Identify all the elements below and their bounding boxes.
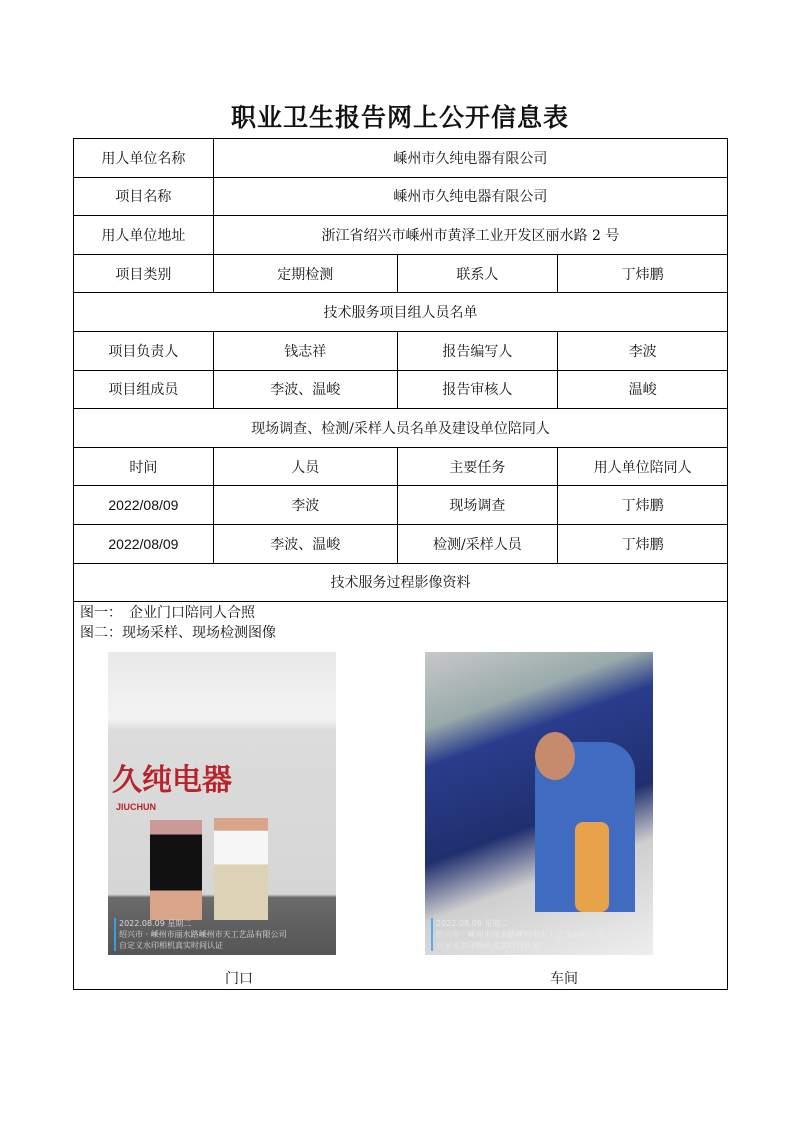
address-value: 浙江省绍兴市嵊州市黄泽工业开发区丽水路 2 号 (213, 216, 727, 255)
company-sign: 久纯电器 (112, 763, 232, 799)
table-row (74, 486, 728, 525)
cell: 2022/08/09 (74, 486, 214, 525)
photo-caption: 门口 (225, 971, 253, 988)
cell: 现场调查 (397, 486, 558, 525)
table-row (74, 524, 728, 563)
type-value: 定期检测 (213, 254, 397, 293)
leader-value: 钱志祥 (213, 331, 397, 370)
label: 项目类别 (74, 254, 214, 293)
cell: 李波、温峻 (213, 524, 397, 563)
column-header: 用人单位陪同人 (558, 447, 728, 486)
writer-value: 李波 (558, 331, 728, 370)
label: 联系人 (397, 254, 558, 293)
photo-watermark: 2022.08.09 星期二 绍兴市 · 嵊州市丽水路嵊州市天工艺品有限公司 自定义水印相机真实时间认证 (114, 918, 287, 951)
label: 项目负责人 (74, 331, 214, 370)
photo-caption: 车间 (550, 971, 578, 988)
label: 项目组成员 (74, 370, 214, 409)
label: 报告审核人 (397, 370, 558, 409)
workshop-photo (425, 652, 653, 955)
worker-head (535, 732, 575, 780)
cell: 2022/08/09 (74, 524, 214, 563)
page-title: 职业卫生报告网上公开信息表 (230, 103, 569, 132)
photo-watermark: 2022.08.09 星期二 绍兴市 · 嵊州市丽水路嵊州市天工艺品有限公司 自定义水印相机真实时间认证 (431, 918, 604, 951)
column-header: 人员 (213, 447, 397, 486)
project-value: 嵊州市久纯电器有限公司 (213, 177, 727, 216)
photo-cell (74, 602, 728, 990)
employer-value: 嵊州市久纯电器有限公司 (213, 139, 727, 178)
section-header: 现场调查、检测/采样人员名单及建设单位陪同人 (74, 409, 728, 448)
members-value: 李波、温峻 (213, 370, 397, 409)
sound-meter (575, 822, 609, 912)
person-2 (214, 818, 268, 920)
figure-1-label: 图一： 企业门口陪同人合照 (80, 605, 255, 622)
contact-value: 丁炜鹏 (558, 254, 728, 293)
company-brand: JIUCHUN (116, 802, 157, 813)
figure-2-label: 图二：现场采样、现场检测图像 (80, 625, 276, 642)
reviewer-value: 温峻 (558, 370, 728, 409)
column-header: 时间 (74, 447, 214, 486)
label: 项目名称 (74, 177, 214, 216)
person-1 (150, 820, 202, 920)
cell: 丁炜鹏 (558, 524, 728, 563)
section-header: 技术服务项目组人员名单 (74, 293, 728, 332)
label: 报告编写人 (397, 331, 558, 370)
cell: 检测/采样人员 (397, 524, 558, 563)
section-header: 技术服务过程影像资料 (74, 563, 728, 602)
info-table (73, 138, 728, 990)
cell: 丁炜鹏 (558, 486, 728, 525)
label: 用人单位地址 (74, 216, 214, 255)
label: 用人单位名称 (74, 139, 214, 178)
cell: 李波 (213, 486, 397, 525)
column-header: 主要任务 (397, 447, 558, 486)
entrance-photo (108, 652, 336, 955)
